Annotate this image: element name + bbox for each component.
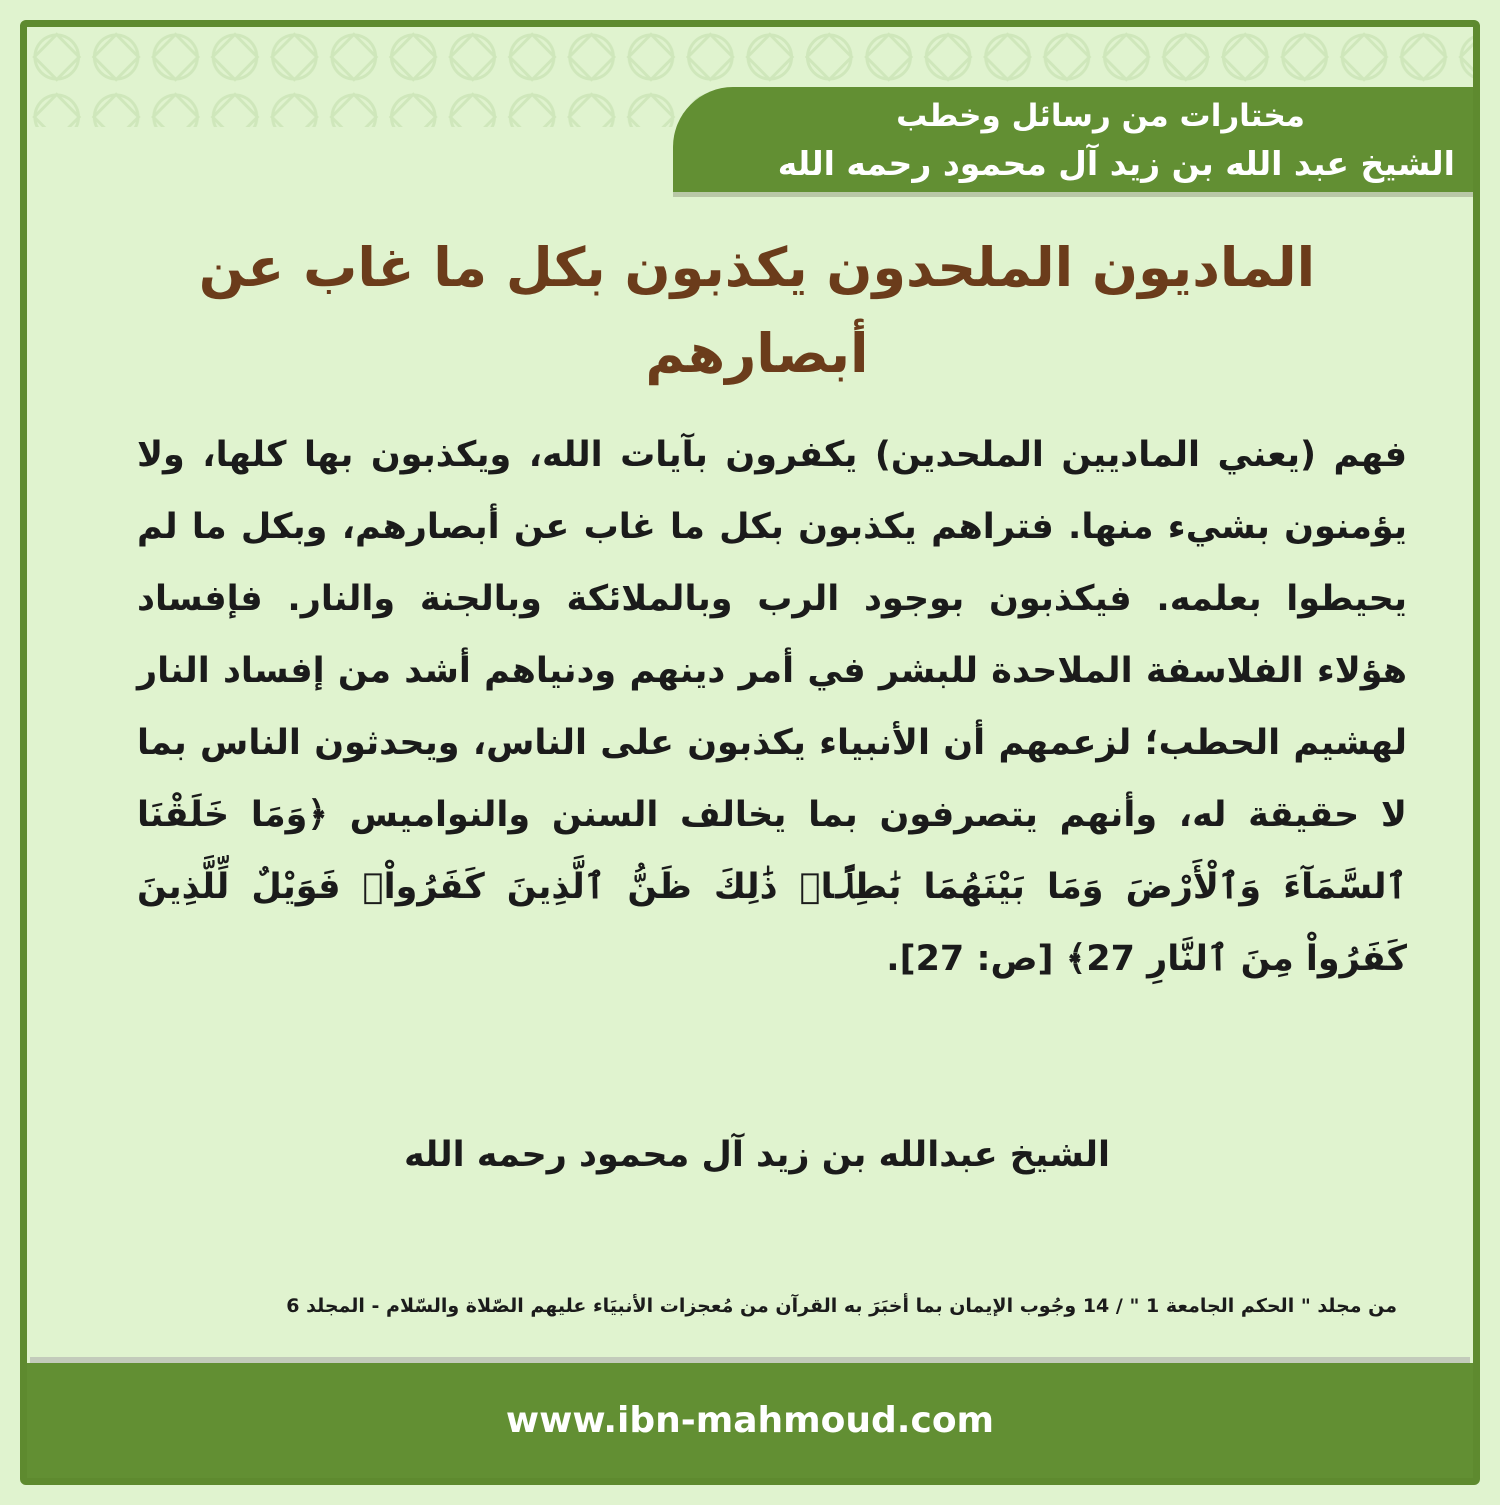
source-citation: من مجلد " الحكم الجامعة 1 " / 14 وجُوب الإيمان بما أخبَرَ به القرآن من مُعجزات الأنبيَاء عليهم الصّلاة والسّلام - المجلد 6 <box>286 1295 1397 1317</box>
page-title: الماديون الملحدون يكذبون بكل ما غاب عن أبصارهم <box>198 236 1316 385</box>
footer-bar <box>27 1363 1473 1478</box>
header-banner <box>673 87 1473 197</box>
header-author: الشيخ عبد الله بن زيد آل محمود رحمه الله <box>777 144 1455 183</box>
header-subtitle: مختارات من رسائل وخطب <box>896 98 1305 134</box>
card-frame <box>20 20 1480 1485</box>
website-link[interactable]: www.ibn-mahmoud.com <box>505 1400 995 1441</box>
author-signature: الشيخ عبدالله بن زيد آل محمود رحمه الله <box>403 1135 1111 1175</box>
body-paragraph: فهم (يعني الماديين الملحدين) يكفرون بآيات الله، ويكذبون بها كلها، ولا يؤمنون بشيء منها. فتراهم يكذبون بكل ما غاب عن أبصارهم، وبكل ما لم يحيطوا بعلمه. فيكذبون بوجود الرب وبالملائكة وبالجنة والنار. فإفساد هؤلاء الفلاسفة الملاحدة للبشر في أمر دينهم ودنياهم أشد من إفساد النار لهشيم الحطب؛ لزعمهم أن الأنبياء يكذبون على الناس، ويحدثون الناس بما لا حقيقة له، وأنهم يتصرفون بما يخالف السنن والنواميس ﴿وَمَا خَلَقْنَا ٱلسَّمَآءَ وَٱلْأَرْضَ وَمَا بَيْنَهُمَا بَٰطِلًاۚ ذَٰلِكَ ظَنُّ ٱلَّذِينَ كَفَرُواْۚ فَوَيْلٌ لِّلَّذِينَ كَفَرُواْ مِنَ ٱلنَّارِ 27﴾ [ص: 27]. <box>137 435 1407 979</box>
